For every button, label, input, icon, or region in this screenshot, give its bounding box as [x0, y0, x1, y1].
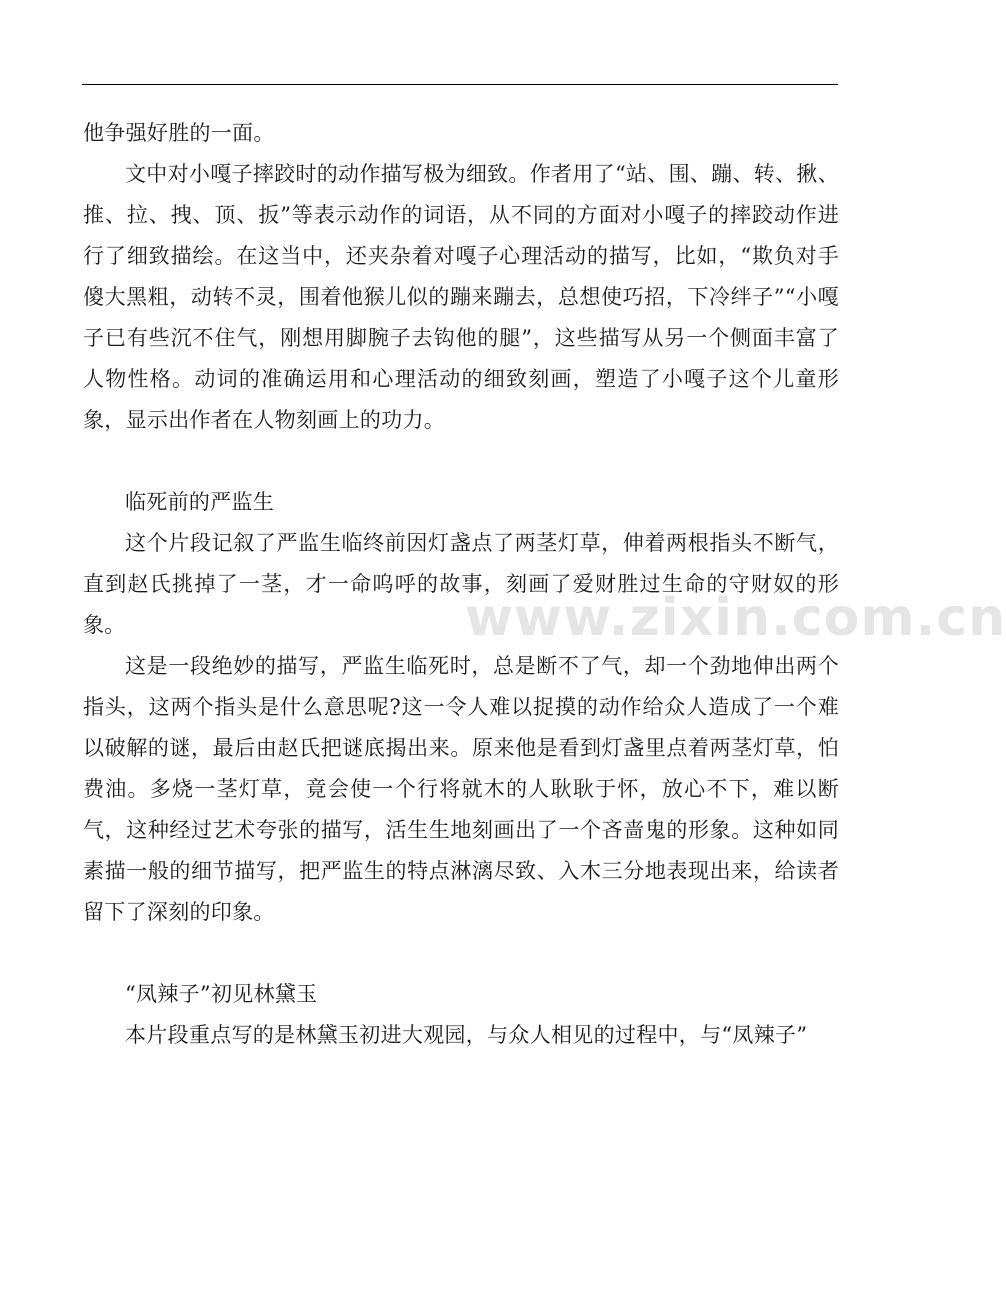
section-gap: [83, 933, 839, 974]
section-title-yanjiansheng: 临死前的严监生: [125, 490, 275, 514]
paragraph-fenglazi-intro: 本片段重点写的是林黛玉初进大观园，与众人相见的过程中，与“凤辣子”: [125, 1023, 808, 1047]
watermark: www.zixin.com.cn: [465, 588, 1006, 648]
paragraph-continuation: 他争强好胜的一面。: [83, 121, 275, 145]
paragraph-xiaogazi-analysis: 文中对小嘎子摔跤时的动作描写极为细致。作者用了“站、围、蹦、转、揪、推、拉、拽、顶、扳”等表示动作的词语，从不同的方面对小嘎子的摔跤动作进行了细致描绘。在这当中，还夹杂着对嘎子心理活动的描写，比如，“欺负对手傻大黑粗，动转不灵，围着他猴儿似的蹦来蹦去，总想使巧招，下冷绊子”“小嘎子已有些沉不住气，刚想用脚腕子去钩他的腿”，这些描写从另一个侧面丰富了人物性格。动词的准确运用和心理活动的细致刻画，塑造了小嘎子这个儿童形象，显示出作者在人物刻画上的功力。: [83, 162, 839, 432]
header-rule: [82, 84, 838, 85]
paragraph-yanjiansheng-analysis: 这是一段绝妙的描写，严监生临死时，总是断不了气，却一个劲地伸出两个指头，这两个指头是什么意思呢?这一令人难以捉摸的动作给众人造成了一个难以破解的谜，最后由赵氏把谜底揭出来。原来他是看到灯盏里点着两茎灯草，怕费油。多烧一茎灯草，竟会使一个行将就木的人耿耿于怀，放心不下，难以断气，这种经过艺术夸张的描写，活生生地刻画出了一个吝啬鬼的形象。这种如同素描一般的细节描写，把严监生的特点淋漓尽致、入木三分地表现出来，给读者留下了深刻的印象。: [83, 654, 839, 924]
document-body: [83, 113, 839, 1056]
section-title-fenglazi: “凤辣子”初见林黛玉: [125, 982, 318, 1006]
paragraph-yanjiansheng-summary: 这个片段记叙了严监生临终前因灯盏点了两茎灯草，伸着两根指头不断气，直到赵氏挑掉了一茎，才一命呜呼的故事，刻画了爱财胜过生命的守财奴的形象。: [83, 531, 839, 637]
section-gap: [83, 441, 839, 482]
